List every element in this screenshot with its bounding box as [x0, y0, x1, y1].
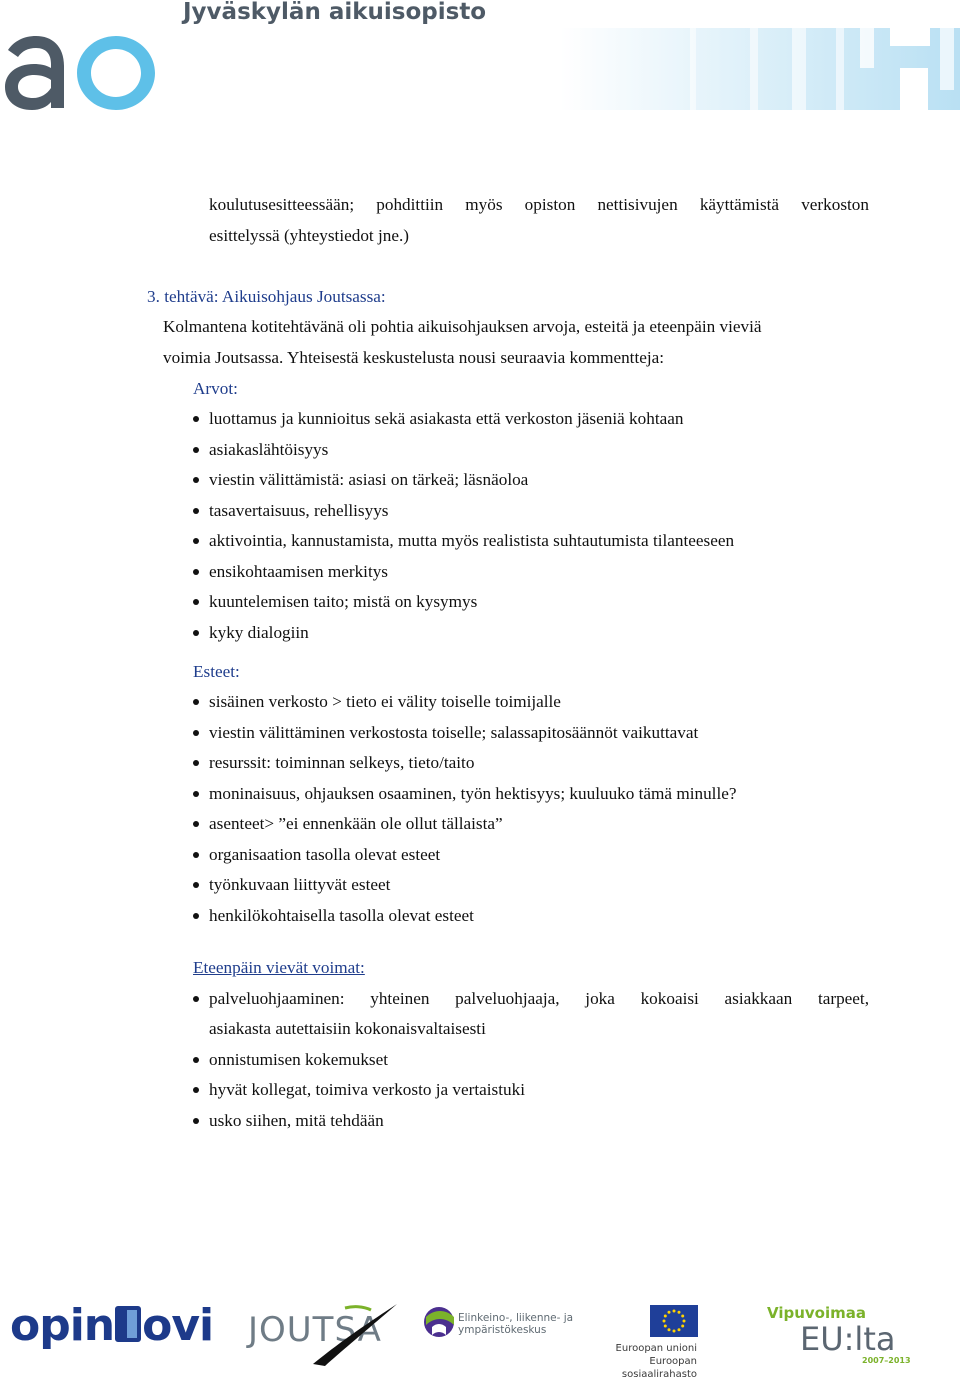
- bullet-icon: [193, 1057, 199, 1063]
- list-item: sisäinen verkosto > tieto ei välity toiselle toimijalle: [209, 692, 561, 711]
- arvot-heading: Arvot:: [193, 379, 238, 398]
- list-item: kyky dialogiin: [209, 623, 309, 642]
- eu-flag-icon: [650, 1305, 698, 1337]
- eu-line: Euroopan sosiaalirahasto: [621, 1356, 697, 1380]
- list-item: hyvät kollegat, toimiva verkosto ja vertaistuki: [209, 1080, 525, 1099]
- vipuvoimaa-eu: EU:lta: [800, 1320, 896, 1358]
- task-paragraph-line: Kolmantena kotitehtävänä oli pohtia aikuisohjauksen arvoja, esteitä ja eteenpäin vieviä: [163, 317, 762, 336]
- eu-line: Euroopan unioni: [615, 1343, 697, 1354]
- bullet-icon: [193, 508, 199, 514]
- list-item: henkilökohtaisella tasolla olevat esteet: [209, 906, 474, 925]
- bullet-icon: [193, 1087, 199, 1093]
- list-item: palveluohjaaminen: yhteinen palveluohjaaja, joka kokoaisi asiakkaan tarpeet,: [209, 989, 869, 1008]
- organization-name: Jyväskylän aikuisopisto: [183, 0, 487, 25]
- list-item: organisaation tasolla olevat esteet: [209, 845, 441, 864]
- list-item: viestin välittäminen verkostosta toiselle; salassapitosäännöt vaikuttavat: [209, 723, 699, 742]
- ely-emblem-icon: [422, 1305, 456, 1339]
- footer-logos: [0, 1290, 960, 1380]
- vipuvoimaa-title: Vipuvoimaa: [767, 1304, 867, 1322]
- bullet-icon: [193, 913, 199, 919]
- opinovi-logo-text: ovi: [142, 1300, 214, 1351]
- ely-text: [458, 1312, 573, 1336]
- bullet-icon: [193, 1118, 199, 1124]
- opinovi-logo: [10, 1300, 213, 1351]
- bullet-icon: [193, 821, 199, 827]
- list-item: aktivointia, kannustamista, mutta myös realistista suhtautumista tilanteeseen: [209, 531, 735, 550]
- bullet-icon: [193, 852, 199, 858]
- list-item: moninaisuus, ohjauksen osaaminen, työn hektisyys; kuuluuko tämä minulle?: [209, 784, 737, 803]
- ely-line: ympäristökeskus: [458, 1324, 547, 1336]
- list-item: työnkuvaan liittyvät esteet: [209, 875, 391, 894]
- joutsa-logo: JOUTSA: [248, 1310, 382, 1350]
- list-item: usko siihen, mitä tehdään: [209, 1111, 384, 1130]
- list-item: resurssit: toiminnan selkeys, tieto/taito: [209, 753, 475, 772]
- list-item: luottamus ja kunnioitus sekä asiakasta että verkoston jäseniä kohtaan: [209, 409, 684, 428]
- logo-letter-a: [5, 36, 64, 110]
- list-item: tasavertaisuus, rehellisyys: [209, 501, 389, 520]
- joutsa-swoosh-icon: [305, 1298, 400, 1368]
- bullet-icon: [193, 569, 199, 575]
- task-heading: 3. tehtävä: Aikuisohjaus Joutsassa:: [147, 287, 386, 306]
- bullet-icon: [193, 538, 199, 544]
- bullet-icon: [193, 699, 199, 705]
- voimat-heading: Eteenpäin vievät voimat:: [193, 958, 365, 977]
- list-item: viestin välittämistä: asiasi on tärkeä; läsnäoloa: [209, 470, 529, 489]
- bullet-icon: [193, 791, 199, 797]
- bullet-icon: [193, 599, 199, 605]
- ao-logo: [2, 24, 162, 114]
- logo-letter-o: [77, 36, 155, 110]
- door-icon: [115, 1306, 141, 1342]
- list-item: ensikohtaamisen merkitys: [209, 562, 389, 581]
- vipuvoimaa-years: 2007–2013: [862, 1356, 911, 1365]
- list-item: asiakaslähtöisyys: [209, 440, 329, 459]
- list-item: kuuntelemisen taito; mistä on kysymys: [209, 592, 478, 611]
- bullet-icon: [193, 477, 199, 483]
- intro-line: koulutusesitteessään; pohdittiin myös opiston nettisivujen käyttämistä verkoston: [209, 195, 869, 214]
- header-decoration: [560, 28, 960, 110]
- bullet-icon: [193, 996, 199, 1002]
- intro-line: esittelyssä (yhteystiedot jne.): [209, 226, 409, 245]
- eu-text: [585, 1342, 697, 1381]
- ely-line: Elinkeino-, liikenne- ja: [458, 1312, 574, 1324]
- bullet-icon: [193, 882, 199, 888]
- bullet-icon: [193, 760, 199, 766]
- bullet-icon: [193, 730, 199, 736]
- bullet-icon: [193, 416, 199, 422]
- opinovi-logo-text: opin: [10, 1300, 115, 1351]
- list-item: onnistumisen kokemukset: [209, 1050, 389, 1069]
- bullet-icon: [193, 447, 199, 453]
- list-item-continuation: asiakasta autettaisiin kokonaisvaltaisesti: [209, 1019, 486, 1038]
- esteet-heading: Esteet:: [193, 662, 240, 681]
- list-item: asenteet> ”ei ennenkään ole ollut tällaista”: [209, 814, 503, 833]
- bullet-icon: [193, 630, 199, 636]
- task-paragraph-line: voimia Joutsassa. Yhteisestä keskustelusta nousi seuraavia kommentteja:: [163, 348, 665, 367]
